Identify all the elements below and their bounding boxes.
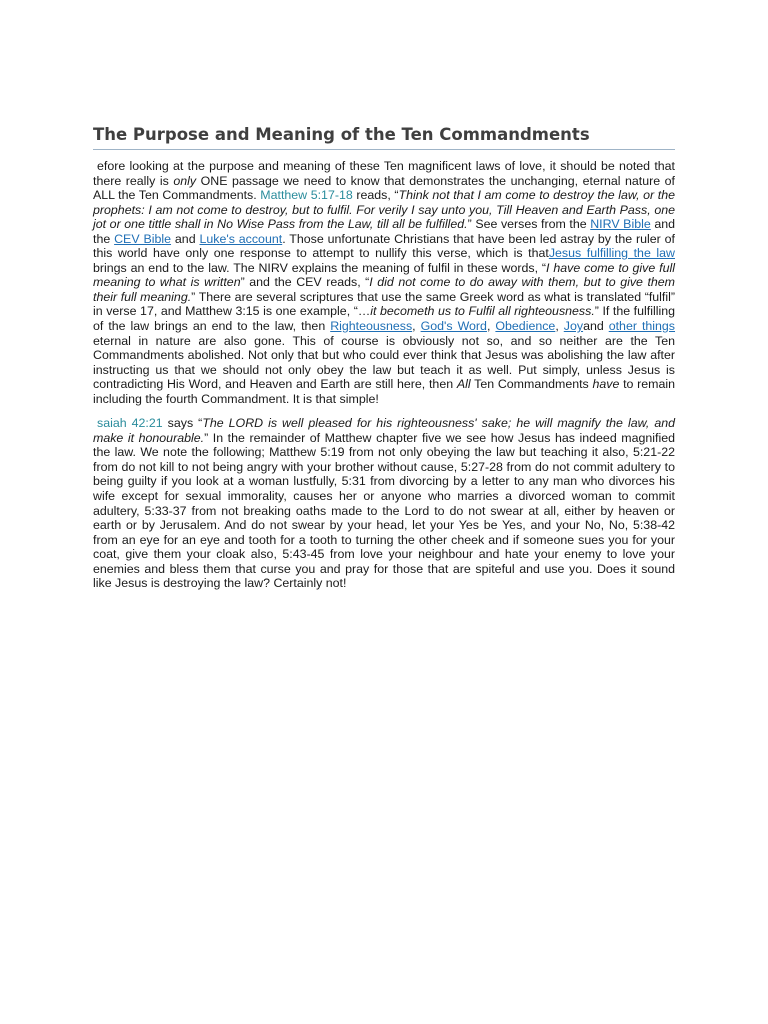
- emphasis-text: I have come to give full meaning to what is written: [93, 260, 675, 290]
- body-text: ,: [486, 319, 496, 334]
- body-text: and: [583, 319, 609, 334]
- body-text: says “: [162, 416, 203, 431]
- body-text: ONE passage we need to know that demonstrates the unchanging, eternal nature of ALL the Ten Commandments.: [93, 173, 675, 203]
- scripture-reference: Matthew 5:17-18: [260, 188, 353, 203]
- link[interactable]: Jesus fulfilling the law: [548, 246, 675, 261]
- body-text: eternal in nature are also gone. This of course is obviously not so, and so neither are the Ten Commandments abolished. Not only that but who could ever think that Jesus was abolishing the law after instructing us that we should not only obey the law but teach it as well. Put simply, unless Jesus is contradicting His Word, and Heaven and Earth are still here, then: [93, 333, 675, 392]
- emphasis-text: it becometh us to Fulfil all righteousness.: [370, 304, 595, 319]
- body-text: ” See verses from the: [467, 217, 591, 232]
- paragraph-1: [93, 159, 675, 406]
- title-underline: [93, 149, 675, 150]
- link[interactable]: other things: [608, 319, 676, 334]
- link[interactable]: Obedience: [495, 319, 556, 334]
- body-text: ” and the CEV reads, “: [240, 275, 370, 290]
- body-text: to remain including the fourth Commandment. It is that simple!: [93, 377, 676, 406]
- body-text: ,: [412, 319, 421, 334]
- link[interactable]: Righteousness: [330, 319, 413, 334]
- emphasis-text: The LORD is well pleased for his righteousness' sake; he will magnify the law, and make it honourable.: [93, 416, 676, 445]
- scripture-reference: saiah 42:21: [97, 416, 163, 431]
- body-text: and the: [93, 217, 676, 246]
- body-text: reads, “: [352, 188, 399, 203]
- link[interactable]: Luke's account: [199, 231, 283, 246]
- body-text: ,: [555, 319, 564, 334]
- body-text: . Those unfortunate Christians that have been led astray by the ruler of this world have only one response to attempt to nullify this verse, which is that: [93, 231, 675, 261]
- emphasis-text: I did not come to do away with them, but to give them their full meaning.: [93, 275, 676, 304]
- link[interactable]: NIRV Bible: [590, 217, 651, 232]
- paragraph-2: [93, 416, 675, 591]
- emphasis-text: only: [173, 173, 197, 188]
- body-text: ” There are several scriptures that use the same Greek word as what is translated “fulfil” in verse 17, and Matthew 3:15 is one example, “…: [93, 289, 675, 319]
- document: [93, 124, 675, 601]
- link[interactable]: CEV Bible: [114, 231, 172, 246]
- document-title: The Purpose and Meaning of the Ten Commandments: [93, 125, 590, 144]
- link[interactable]: Joy: [563, 319, 584, 334]
- body-text: brings an end to the law. The NIRV explains the meaning of fulfil in these words, “: [93, 260, 547, 275]
- body-text: ” In the remainder of Matthew chapter five we see how Jesus has indeed magnified the law. We note the following; Matthew 5:19 from not only obeying the law but teaching it also, 5:21-22 from do not kill to not being angry with your brother without cause, 5:27-28 from do not commit adultery to being guilty if you look at a woman lustfully, 5:31 from divorcing by a letter to any man who divorces his wife except for sexual immorality, causes her or anyone who marries a divorced woman to commit adultery, 5:33-37 from not breaking oaths made to the Lord to do not swear at all, either by heaven or earth or by Jerusalem. And do not swear by your head, let your Yes be Yes, and your No, No, 5:38-42 from an eye for an eye and tooth for a tooth to turning the other cheek and if someone sues you for your coat, give them your cloak also, 5:43-45 from love your neighbour and hate your enemy to love your enemies and bless them that curse you and pray for those that are spiteful and use you. Does it sound like Jesus is destroying the law? Certainly not!: [93, 430, 675, 591]
- link[interactable]: God's Word: [420, 319, 487, 334]
- body-text: ” If the fulfilling of the law brings an end to the law, then: [93, 304, 675, 334]
- emphasis-text: Think not that I am come to destroy the law, or the prophets: I am not come to destroy, but to fulfil. For verily I say unto you, Till Heaven and Earth Pass, one jot or one tittle shall in No Wise Pass from the Law, till all be fulfilled.: [93, 188, 676, 232]
- body-text: efore looking at the purpose and meaning of these Ten magnificent laws of love, it should be noted that there really is: [93, 159, 675, 188]
- body-text: and: [171, 231, 200, 246]
- emphasis-text: All: [456, 377, 471, 392]
- body-text: Ten Commandments: [470, 377, 593, 392]
- emphasis-text: have: [592, 377, 620, 392]
